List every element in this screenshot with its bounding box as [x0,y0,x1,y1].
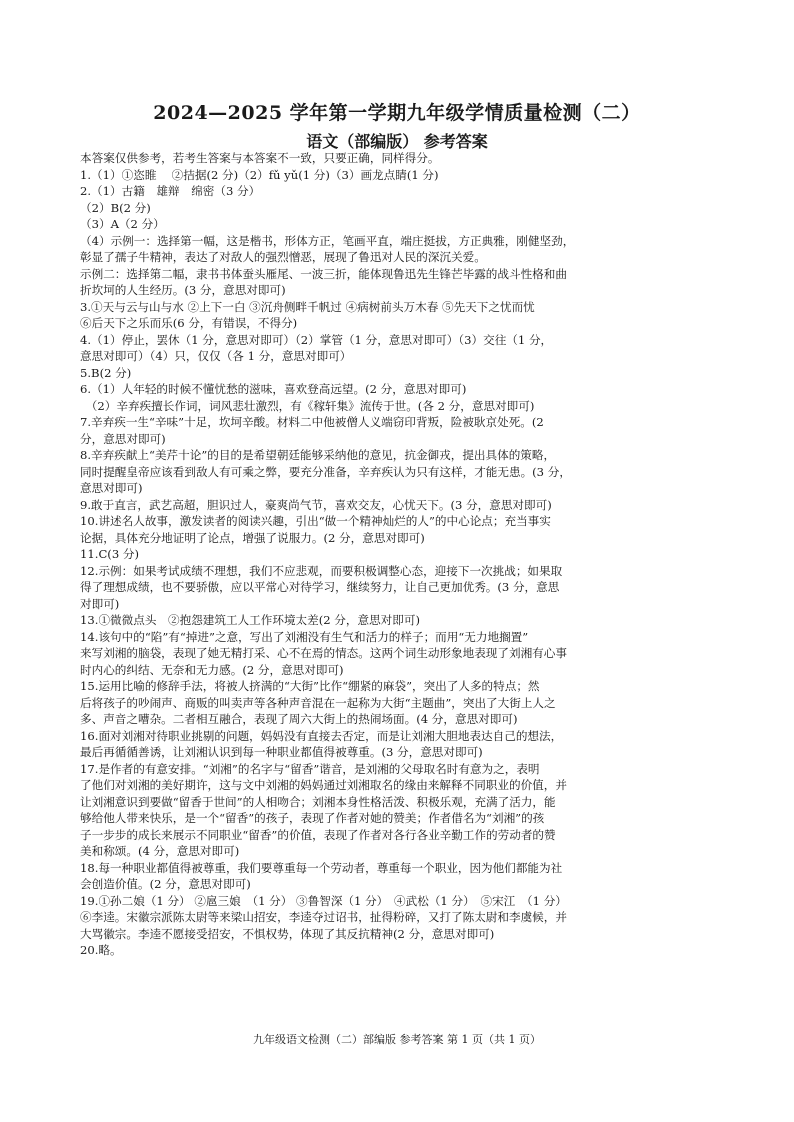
answer-line: （3）A（2 分） [80,217,165,231]
answer-line: 后将孩子的吵闹声、商贩的叫卖声等各种声音混在一起称为大街“主题曲”，突出了大街上人之 [80,695,556,710]
answer-line: 11.C(3 分) [80,547,140,561]
answer-line: 意思对即可）（4）只，仅仅（各 1 分，意思对即可） [80,349,352,363]
page-footer: 九年级语文检测（二）部编版 参考答案 第 1 页（共 1 页） [253,1033,541,1046]
answer-line: 9.敢于直言，武艺高超，胆识过人，豪爽尚气节，喜欢交友，心忧天下。(3 分，意思对即可) [80,497,552,512]
answer-line: 6.（1）人年轻的时候不懂忧愁的滋味，喜欢登高远望。(2 分，意思对即可) [80,382,467,396]
answer-line: 来写刘湘的脑袋，表现了她无精打采、心不在焉的情态。这两个词生动形象地表现了刘湘有心事 [80,646,567,660]
page-title: 2024—2025 学年第一学期九年级学情质量检测（二） [153,102,641,124]
answer-line: 分，意思对即可) [80,431,166,446]
answer-line: 意思对即可) [80,481,143,495]
answer-line: 多、声音之嘈杂。二者相互融合，表现了周六大街上的热闹场面。(4 分，意思对即可) [80,712,518,726]
answer-line: 会创造价值。(2 分，意思对即可) [80,877,251,891]
answer-line: ⑥李逵。宋徽宗派陈太尉等来梁山招安，李逵夺过诏书，扯得粉碎，又打了陈太尉和李虞候，并 [80,910,567,924]
answer-line: 17.是作者的有意安排。“刘湘”的名字与“留香”谐音，是刘湘的父母取名时有意为之，表明 [80,761,540,776]
page-subtitle: 语文（部编版） 参考答案 [306,132,488,151]
answer-line: 4.（1）停止，罢休（1 分，意思对即可）（2）掌管（1 分，意思对即可）（3）交往（1 分， [80,332,553,347]
answer-line: 14.该句中的“陷”有“掉进”之意，写出了刘湘没有生气和活力的样子；而用“无力地搁置” [80,629,529,644]
answer-line: 16.面对刘湘对待职业挑剔的问题，妈妈没有直接去否定，而是让刘湘大胆地表达自己的想法， [80,728,563,743]
answer-line: 13.①微微点头 ②抱怨建筑工人工作环境太差(2 分，意思对即可) [80,613,420,627]
answer-line: 19.①孙二娘（1 分） ②扈三娘 （1 分） ③鲁智深（1 分） ④武松（1 分） ⑤宋江 （1 分） [80,893,567,908]
answer-line: 让刘湘意识到要做“留香于世间”的人相吻合；刘湘本身性格活泼、积极乐观，充满了活力，能 [80,794,556,809]
answer-line: 10.讲述名人故事，激发读者的阅读兴趣，引出“做一个精神灿烂的人”的中心论点；充当事实 [80,514,551,528]
answer-line: 7.辛弃疾一生“辛味”十足，坎坷辛酸。材料二中他被僧人义端窃印背叛，险被耿京处死。(2 [80,415,544,429]
answer-body [80,150,720,959]
answer-line: 够给他人带来快乐，是一个“留香”的孩子，表现了作者对她的赞美；作者借名为“刘湘”的孩 [80,811,545,825]
answer-line: 大骂徽宗。李逵不愿接受招安，不惧权势，体现了其反抗精神(2 分，意思对即可) [80,926,495,941]
answer-line: 示例二：选择第二幅，隶书书体蚕头雁尾、一波三折，能体现鲁迅先生锋芒毕露的战斗性格和曲 [80,266,567,281]
answer-line: 时内心的纠结、无奈和无力感。(2 分，意思对即可) [80,662,344,677]
answer-line: ⑥后天下之乐而乐(6 分，有错误，不得分) [80,316,298,330]
answer-line: 了他们对刘湘的美好期许，这与文中刘湘的妈妈通过刘湘取名的缘由来解释不同职业的价值，并 [80,778,567,792]
answer-line: 本答案仅供参考，若考生答案与本答案不一致，只要正确，同样得分。 [80,151,440,165]
answer-line: 得了理想成绩，也不要骄傲，应以平常心对待学习，继续努力，让自己更加优秀。(3 分，意思 [80,580,560,594]
answer-line: 彰显了孺子牛精神，表达了对敌人的强烈憎恶，展现了鲁迅对人民的深沉关爱。 [80,250,486,264]
answer-line: 5.B(2 分) [80,365,132,380]
answer-line: 12.示例：如果考试成绩不理想，我们不应悲观，而要积极调整心态，迎接下一次挑战；如果取 [80,563,563,578]
answer-line: 同时提醒皇帝应该看到敌人有可乘之弊，要充分准备，辛弃疾认为只有这样，才能无患。(3 分， [80,464,571,479]
answer-line: 18.每一种职业都值得被尊重，我们要尊重每一个劳动者，尊重每一个职业，因为他们都能为社 [80,860,563,875]
answer-line: 美和称颂。(4 分，意思对即可) [80,844,240,858]
answer-line: （4）示例一：选择第一幅，这是楷书，形体方正，笔画平直，端庄挺拔，方正典雅，刚健坚劲， [80,233,575,248]
answer-line: 论据，具体充分地证明了论点，增强了说服力。(2 分，意思对即可) [80,530,425,545]
answer-line: 子一步步的成长来展示不同职业“留香”的价值，表现了作者对各行各业辛勤工作的劳动者的赞 [80,827,556,842]
answer-line: 折坎坷的人生经历。(3 分，意思对即可) [80,283,286,297]
answer-line: 20.略。 [80,943,122,957]
answer-line: 8.辛弃疾献上“美芹十论”的目的是希望朝廷能够采纳他的意见，抗金御戎，提出具体的策略， [80,448,556,462]
answer-line: （2）辛弃疾擅长作词，词风悲壮激烈，有《稼轩集》流传于世。(各 2 分，意思对即可) [80,398,535,413]
answer-line: 对即可) [80,596,120,611]
answer-line: 3.①天与云与山与水 ②上下一白 ③沉舟侧畔千帆过 ④病树前头万木春 ⑤先天下之忧而忧 [80,299,535,314]
answer-line: 1.（1）①恣睢 ②拮据(2 分)（2）fǔ yǔ(1 分)（3）画龙点睛(1 分) [80,167,439,182]
answer-line: 最后再循循善诱，让刘湘认识到每一种职业都值得被尊重。(3 分，意思对即可) [80,745,483,759]
answer-line: 2.（1）古籍 雄辩 绵密（3 分） [80,184,261,198]
answer-line: 15.运用比喻的修辞手法，将被人挤满的“大街”比作“绷紧的麻袋”，突出了人多的特点；然 [80,679,540,693]
answer-line: （2）B(2 分) [80,200,151,215]
